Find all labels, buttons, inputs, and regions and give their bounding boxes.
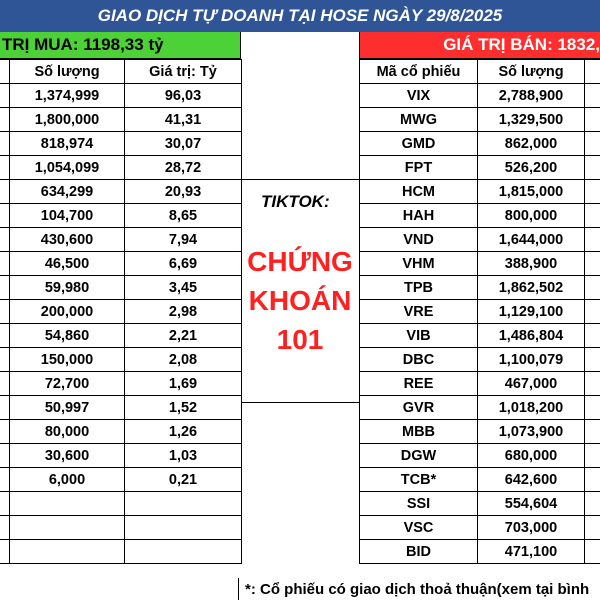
sell-cell-ticker: HAH [360, 204, 478, 228]
buy-cell-value: 1,26 [125, 420, 242, 444]
sell-cell-blank [585, 252, 600, 276]
sell-cell-blank [585, 492, 600, 516]
buy-cell-value: 30,07 [125, 132, 242, 156]
buy-cell-quantity: 818,974 [10, 132, 125, 156]
buy-cell-value [125, 540, 242, 564]
sell-cell-quantity: 1,862,502 [478, 276, 585, 300]
buy-cell-blank [0, 204, 10, 228]
sell-cell-ticker: TPB [360, 276, 478, 300]
buy-cell-blank [0, 180, 10, 204]
buy-cell-quantity [10, 540, 125, 564]
promo-box [241, 179, 359, 403]
buy-cell-quantity: 30,600 [10, 444, 125, 468]
buy-cell-value: 20,93 [125, 180, 242, 204]
buy-cell-quantity: 54,860 [10, 324, 125, 348]
buy-cell-quantity: 150,000 [10, 348, 125, 372]
sell-row [360, 540, 600, 564]
buy-row [0, 84, 242, 108]
buy-cell-blank [0, 516, 10, 540]
sell-row [360, 84, 600, 108]
sell-total-header: GIÁ TRỊ BÁN: 1832, [359, 32, 600, 59]
buy-cell-quantity: 6,000 [10, 468, 125, 492]
buy-row [0, 420, 242, 444]
buy-cell-value: 2,08 [125, 348, 242, 372]
sell-cell-quantity: 1,644,000 [478, 228, 585, 252]
sell-cell-quantity: 2,788,900 [478, 84, 585, 108]
buy-table [0, 59, 242, 564]
buy-cell-blank [0, 252, 10, 276]
sell-cell-blank [585, 420, 600, 444]
sell-cell-blank [585, 348, 600, 372]
buy-cell-quantity: 200,000 [10, 300, 125, 324]
buy-cell-blank [0, 156, 10, 180]
buy-cell-blank [0, 324, 10, 348]
buy-cell-quantity [10, 516, 125, 540]
buy-row [0, 108, 242, 132]
sell-row [360, 204, 600, 228]
sell-row [360, 348, 600, 372]
sell-cell-ticker: VRE [360, 300, 478, 324]
sell-cell-ticker: GVR [360, 396, 478, 420]
sell-cell-ticker: SSI [360, 492, 478, 516]
sell-cell-blank [585, 468, 600, 492]
sell-cell-ticker: BID [360, 540, 478, 564]
sell-cell-blank [585, 84, 600, 108]
buy-cell-blank [0, 396, 10, 420]
sell-cell-ticker: VHM [360, 252, 478, 276]
buy-cell-quantity: 80,000 [10, 420, 125, 444]
buy-table-body [0, 84, 242, 564]
sell-cell-blank [585, 132, 600, 156]
promo-panel [241, 32, 359, 578]
buy-cell-quantity: 46,500 [10, 252, 125, 276]
buy-row [0, 300, 242, 324]
sell-row [360, 132, 600, 156]
page-title: GIAO DỊCH TỰ DOANH TẠI HOSE NGÀY 29/8/2025 [0, 0, 600, 32]
sell-cell-blank [585, 204, 600, 228]
buy-cell-value: 2,21 [125, 324, 242, 348]
sell-cell-blank [585, 156, 600, 180]
buy-cell-value: 1,69 [125, 372, 242, 396]
sell-cell-blank [585, 228, 600, 252]
buy-cell-blank [0, 468, 10, 492]
sell-row [360, 252, 600, 276]
buy-cell-quantity: 430,600 [10, 228, 125, 252]
sell-cell-quantity: 388,900 [478, 252, 585, 276]
buy-cell-blank [0, 228, 10, 252]
footnote: *: Cổ phiếu có giao dịch thoả thuận(xem tại bình [238, 578, 600, 600]
sell-cell-quantity: 680,000 [478, 444, 585, 468]
sell-row [360, 300, 600, 324]
sell-cell-ticker: VSC [360, 516, 478, 540]
buy-col-quantity: Số lượng [10, 60, 125, 84]
buy-cell-value: 8,65 [125, 204, 242, 228]
sell-cell-quantity: 1,073,900 [478, 420, 585, 444]
buy-row [0, 132, 242, 156]
buy-cell-blank [0, 132, 10, 156]
sell-table [359, 59, 600, 564]
buy-row [0, 492, 242, 516]
sell-table-body [360, 84, 600, 564]
sell-row [360, 396, 600, 420]
buy-total-header: TRỊ MUA: 1198,33 tỷ [0, 32, 241, 59]
sell-row [360, 276, 600, 300]
sell-cell-quantity: 471,100 [478, 540, 585, 564]
sell-row [360, 468, 600, 492]
buy-cell-quantity: 1,800,000 [10, 108, 125, 132]
sell-cell-quantity: 526,200 [478, 156, 585, 180]
buy-cell-quantity: 50,997 [10, 396, 125, 420]
buy-row [0, 252, 242, 276]
sell-cell-quantity: 467,000 [478, 372, 585, 396]
sell-cell-quantity: 862,000 [478, 132, 585, 156]
sell-row [360, 372, 600, 396]
sell-cell-ticker: VIB [360, 324, 478, 348]
sell-cell-blank [585, 372, 600, 396]
buy-cell-value: 2,98 [125, 300, 242, 324]
sell-cell-blank [585, 444, 600, 468]
buy-cell-value: 1,52 [125, 396, 242, 420]
sell-cell-ticker: DBC [360, 348, 478, 372]
buy-cell-blank [0, 108, 10, 132]
buy-cell-value: 0,21 [125, 468, 242, 492]
buy-cell-value: 41,31 [125, 108, 242, 132]
sell-row [360, 228, 600, 252]
sell-cell-ticker: FPT [360, 156, 478, 180]
sell-cell-quantity: 1,018,200 [478, 396, 585, 420]
sell-col-ticker: Mã cổ phiếu [360, 60, 478, 84]
buy-row [0, 468, 242, 492]
buy-table-header-row [0, 60, 242, 84]
buy-cell-quantity: 72,700 [10, 372, 125, 396]
buy-cell-quantity: 1,374,999 [10, 84, 125, 108]
sell-cell-ticker: GMD [360, 132, 478, 156]
sell-row [360, 156, 600, 180]
sell-cell-blank [585, 324, 600, 348]
sell-cell-ticker: HCM [360, 180, 478, 204]
buy-cell-blank [0, 276, 10, 300]
sell-cell-blank [585, 396, 600, 420]
sell-cell-quantity: 1,486,804 [478, 324, 585, 348]
buy-cell-value: 1,03 [125, 444, 242, 468]
buy-cell-blank [0, 540, 10, 564]
sell-cell-quantity: 642,600 [478, 468, 585, 492]
brand-line-2: KHOÁN [248, 285, 352, 316]
buy-row [0, 516, 242, 540]
sell-cell-quantity: 800,000 [478, 204, 585, 228]
buy-cell-blank [0, 444, 10, 468]
sell-cell-blank [585, 276, 600, 300]
buy-row [0, 204, 242, 228]
buy-cell-quantity: 1,054,099 [10, 156, 125, 180]
sell-cell-blank [585, 180, 600, 204]
buy-cell-blank [0, 348, 10, 372]
sell-cell-quantity: 1,100,079 [478, 348, 585, 372]
buy-cell-quantity: 59,980 [10, 276, 125, 300]
buy-cell-quantity: 104,700 [10, 204, 125, 228]
buy-cell-value [125, 492, 242, 516]
buy-row [0, 276, 242, 300]
buy-row [0, 372, 242, 396]
sell-cell-quantity: 554,604 [478, 492, 585, 516]
sell-col-quantity: Số lượng [478, 60, 585, 84]
buy-cell-blank [0, 300, 10, 324]
buy-row [0, 324, 242, 348]
buy-row [0, 444, 242, 468]
buy-cell-blank [0, 420, 10, 444]
buy-row [0, 396, 242, 420]
sell-cell-ticker: MWG [360, 108, 478, 132]
buy-cell-blank [0, 372, 10, 396]
sell-cell-blank [585, 300, 600, 324]
sell-row [360, 444, 600, 468]
sell-row [360, 108, 600, 132]
sell-cell-ticker: VND [360, 228, 478, 252]
sell-cell-blank [585, 108, 600, 132]
buy-row [0, 540, 242, 564]
buy-cell-value [125, 516, 242, 540]
sell-row [360, 324, 600, 348]
brand-name [241, 242, 359, 359]
sell-row [360, 180, 600, 204]
sell-cell-blank [585, 516, 600, 540]
tiktok-label: TIKTOK: [261, 192, 330, 211]
buy-cell-value: 7,94 [125, 228, 242, 252]
sell-cell-quantity: 1,129,100 [478, 300, 585, 324]
sell-cell-quantity: 703,000 [478, 516, 585, 540]
buy-row [0, 348, 242, 372]
buy-row [0, 228, 242, 252]
sell-cell-blank [585, 540, 600, 564]
sell-row [360, 492, 600, 516]
buy-cell-value: 3,45 [125, 276, 242, 300]
sell-cell-ticker: REE [360, 372, 478, 396]
buy-cell-quantity [10, 492, 125, 516]
sell-cell-ticker: TCB* [360, 468, 478, 492]
buy-cell-value: 28,72 [125, 156, 242, 180]
brand-line-1: CHỨNG [247, 246, 353, 277]
buy-row [0, 180, 242, 204]
brand-line-3: 101 [276, 324, 324, 355]
sell-cell-ticker: VIX [360, 84, 478, 108]
sell-row [360, 516, 600, 540]
buy-row [0, 156, 242, 180]
buy-cell-quantity: 634,299 [10, 180, 125, 204]
sell-cell-quantity: 1,815,000 [478, 180, 585, 204]
buy-cell-blank [0, 492, 10, 516]
sell-cell-ticker: MBB [360, 420, 478, 444]
buy-cell-value: 96,03 [125, 84, 242, 108]
buy-cell-value: 6,69 [125, 252, 242, 276]
buy-cell-blank [0, 84, 10, 108]
sell-cell-ticker: DGW [360, 444, 478, 468]
buy-col-blank [0, 60, 10, 84]
sell-row [360, 420, 600, 444]
sell-table-header-row [360, 60, 600, 84]
buy-col-value: Giá trị: Tỷ [125, 60, 242, 84]
sell-cell-quantity: 1,329,500 [478, 108, 585, 132]
sell-col-blank [585, 60, 600, 84]
